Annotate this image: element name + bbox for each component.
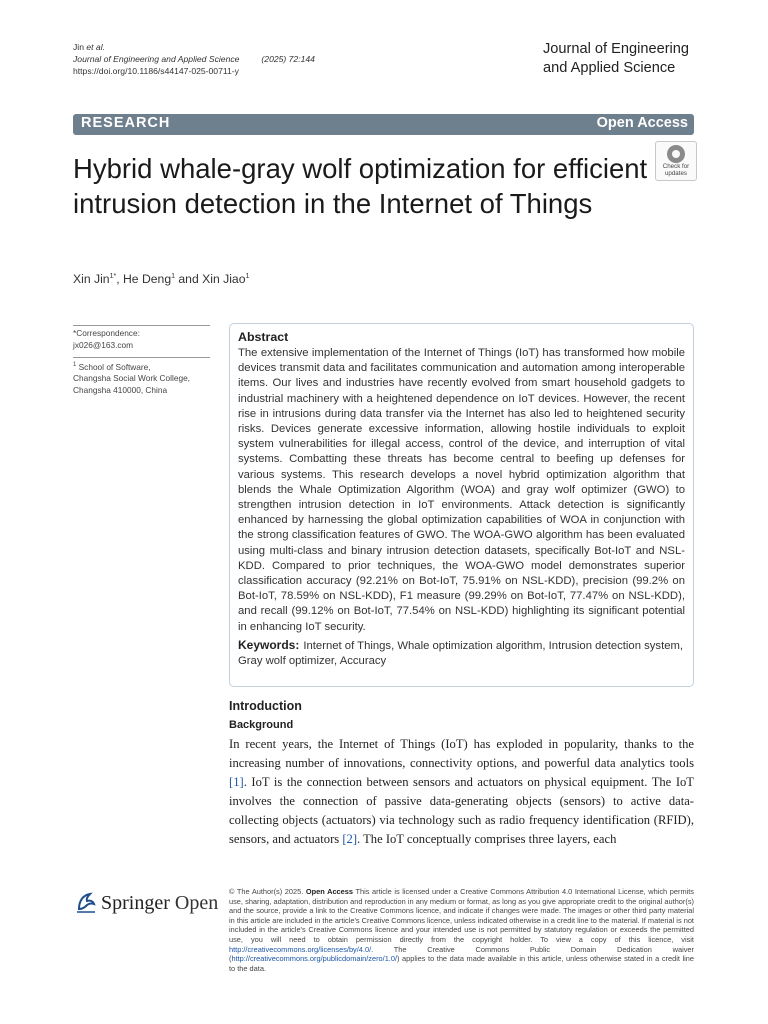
subsection-heading-background: Background xyxy=(229,719,294,731)
citation-block xyxy=(73,41,315,77)
license-text: © The Author(s) 2025. Open Access This article is licensed under a Creative Commons Attribution 4.0 International License, which permits use, sharing, adaptation, distribution and reproduction in any medium or format, as long as you give appropriate credit to the original author(s) and the source, provide a link to the Creative Commons licence, and indicate if changes were made. The images or other third party material in this article are included in the article's Creative Commons licence, unless indicated otherwise in a credit line to the material. If material is not included in the article's Creative Commons licence and your intended use is not permitted by statutory regulation or exceeds the permitted use, you will need to obtain permission directly from the copyright holder. To view a copy of this licence, visit http://creativecommons.org/licenses/by/4.0/. The Creative Commons Public Domain Dedication waiver (http://creativecommons.org/publicdomain/zero/1.0/) applies to the data made available in this article, unless otherwise stated in a credit line to the data. xyxy=(229,887,694,973)
affiliation: School of Software, xyxy=(76,361,151,372)
author-short: Jin xyxy=(73,42,87,52)
article-type-label: RESEARCH xyxy=(81,115,171,131)
article-type-bar xyxy=(73,114,694,135)
public-domain-link[interactable]: http://creativecommons.org/publicdomain/zero/1.0/ xyxy=(231,954,398,964)
citation-link[interactable]: [1] xyxy=(229,775,244,789)
correspondence-email[interactable]: jx026@163.com xyxy=(73,339,134,350)
check-for-updates-badge[interactable]: Check for updates xyxy=(655,141,697,181)
springer-open-logo: Springer Open xyxy=(73,889,223,919)
abstract-heading: Abstract xyxy=(238,330,289,344)
doi-link[interactable]: https://doi.org/10.1186/s44147-025-00711-y xyxy=(73,66,239,76)
keywords-label: Keywords: xyxy=(238,637,300,652)
correspondence-block: *Correspondence: jx026@163.com $^1$ School of Software, Changsha Social Work College, Changsha 410000, China xyxy=(73,325,210,396)
correspondence-label: *Correspondence: xyxy=(73,328,140,338)
article-title: Hybrid whale-gray wolf optimization for efficient intrusion detection in the Internet of Things xyxy=(73,153,648,219)
citation-link[interactable]: [2] xyxy=(342,832,358,846)
license-link[interactable]: http://creativecommons.org/licenses/by/4.0/ xyxy=(229,944,372,954)
check-updates-icon xyxy=(667,145,685,163)
et-al: et al. xyxy=(86,42,106,52)
author-name[interactable]: He Deng xyxy=(123,272,172,286)
abstract-text: The extensive implementation of the Internet of Things (IoT) has transformed how mobile devices transmit data and facilitates communication and automation among interoperable items. Our lives and industries have recently evolved from smart household gadgets to industrial machinery with a heightened dependence on IoT devices. However, the recent rise in intrusions during data transfer via the Internet has also led to heightened security risks. Devices generate excessive information, allowing hostile individuals to exploit system vulnerabilities for illegal access, control of the device, and interruption of vital systems. Combatting these threats has become central to beefing up defenses for various systems. This research develops a novel hybrid optimization algorithm that blends the Whale Optimization Algorithm (WOA) and gray wolf optimizer (GWO) to strengthen intrusion detection in IoT environments. Attack detection is significantly enhanced by harnessing the global optimization capabilities of WOA in conjunction with the strong classification features of GWO. The WOA-GWO algorithm has been evaluated using multi-class and binary intrusion detection datasets, specifically Bot-IoT and NSL-KDD. Compared to prior techniques, the WOA-GWO model demonstrates superior classification accuracy (92.21% on Bot-IoT, 75.91% on NSL-KDD), precision (99.2% on Bot-IoT, 78.59% on NSL-KDD), F1 measure (99.29% on Bot-IoT, 77.47% on NSL-KDD), and recall (99.12% on Bot-IoT, 77.54% on NSL-KDD) highlighting its significant potential in enhancing IoT security. xyxy=(238,347,685,633)
journal-line: Journal of Engineering and Applied Science xyxy=(73,54,240,64)
year-volume: (2025) 72:144 xyxy=(261,54,315,64)
author-name[interactable]: Xin Jiao xyxy=(202,272,246,286)
keywords: Keywords: Internet of Things, Whale optimization algorithm, Intrusion detection system, Gray wolf optimizer, Accuracy xyxy=(238,637,684,668)
open-access-label: Open Access xyxy=(596,115,688,131)
journal-name: Journal of Engineering and Applied Science xyxy=(543,41,690,76)
author-list: Xin Jin$^{1*}$, He Deng$^1$ and Xin Jiao$^1$ xyxy=(73,272,250,286)
section-heading-introduction: Introduction xyxy=(229,699,302,713)
body-paragraph: In recent years, the Internet of Things (IoT) has exploded in popularity, thanks to the increasing number of innovations, connectivity options, and powerful data analytics tools [1]. IoT is the connection between sensors and actuators on physical equipment. The IoT involves the connection of passive data-generating objects (sensors) to active data-collecting objects (actuators) via technology such as radio frequency identification (RFID), sensors, and actuators [2]. The IoT conceptually comprises three layers, each xyxy=(229,737,694,846)
author-name[interactable]: Xin Jin xyxy=(73,272,110,286)
abstract-box xyxy=(229,323,694,687)
springer-horse-icon xyxy=(73,889,99,915)
